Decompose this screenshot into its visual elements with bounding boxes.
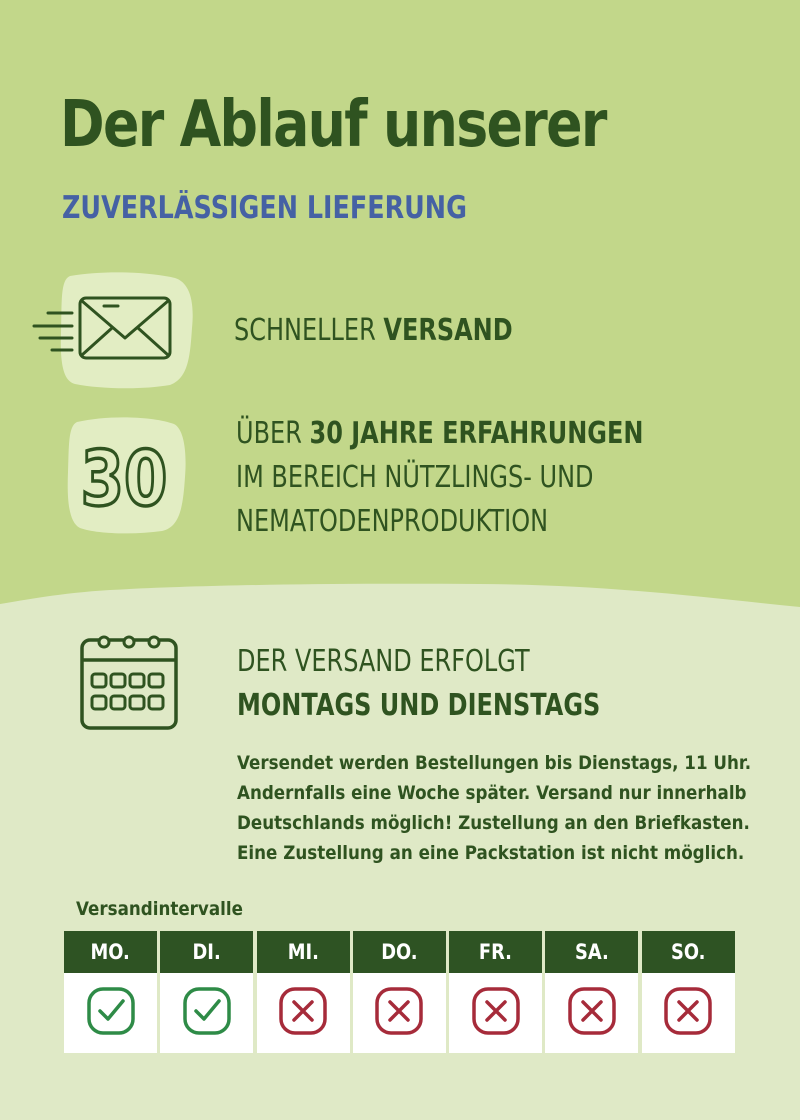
feature-fast-shipping-text: SCHNELLER VERSAND [234, 313, 513, 348]
day-header-fr [449, 931, 542, 973]
note-line: Deutschlands möglich! Zustellung an den Briefkasten. [237, 812, 750, 834]
cross-icon [566, 985, 618, 1042]
shipping-note [237, 748, 751, 868]
day-header-mo [64, 931, 157, 973]
day-status-cell [642, 973, 735, 1053]
day-label: SA. [575, 940, 609, 964]
day-header-mi [257, 931, 350, 973]
day-label: MO. [90, 940, 131, 964]
day-header-row [64, 931, 737, 973]
check-icon [85, 985, 137, 1042]
cross-icon [470, 985, 522, 1042]
envelope-icon [30, 268, 205, 393]
day-status-row [64, 973, 737, 1053]
feature-experience-text: ÜBER 30 JAHRE ERFAHRUNGEN IM BEREICH NÜTZLINGS- UND NEMATODENPRODUKTION [236, 416, 644, 539]
note-line: Andernfalls eine Woche später. Versand nur innerhalb [237, 782, 747, 804]
cross-icon [662, 985, 714, 1042]
day-status-cell [545, 973, 638, 1053]
day-status-cell [64, 973, 157, 1053]
day-status-cell [257, 973, 350, 1053]
day-header-do [353, 931, 446, 973]
number-30-icon [62, 412, 192, 537]
day-status-cell [160, 973, 253, 1053]
number-30-badge: 30 [80, 435, 168, 524]
page-subtitle: ZUVERLÄSSIGEN LIEFERUNG [62, 190, 467, 226]
note-line: Versendet werden Bestellungen bis Dienstags, 11 Uhr. [237, 752, 752, 774]
day-header-so [642, 931, 735, 973]
day-header-di [160, 931, 253, 973]
feature-shipping-days-text: DER VERSAND ERFOLGT MONTAGS UND DIENSTAGS [237, 644, 601, 723]
note-line: Eine Zustellung an eine Packstation ist nicht möglich. [237, 842, 745, 864]
page-title: Der Ablauf unserer [60, 88, 606, 162]
day-label: DO. [381, 940, 418, 964]
day-status-cell [449, 973, 542, 1053]
day-label: MI. [287, 940, 319, 964]
shipping-days-table [64, 931, 737, 1053]
day-label: FR. [479, 940, 513, 964]
day-label: DI. [192, 940, 221, 964]
cross-icon [373, 985, 425, 1042]
intervals-label: Versandintervalle [76, 898, 243, 920]
day-label: SO. [671, 940, 706, 964]
day-header-sa [545, 931, 638, 973]
calendar-icon [78, 628, 182, 734]
day-status-cell [353, 973, 446, 1053]
check-icon [181, 985, 233, 1042]
cross-icon [277, 985, 329, 1042]
